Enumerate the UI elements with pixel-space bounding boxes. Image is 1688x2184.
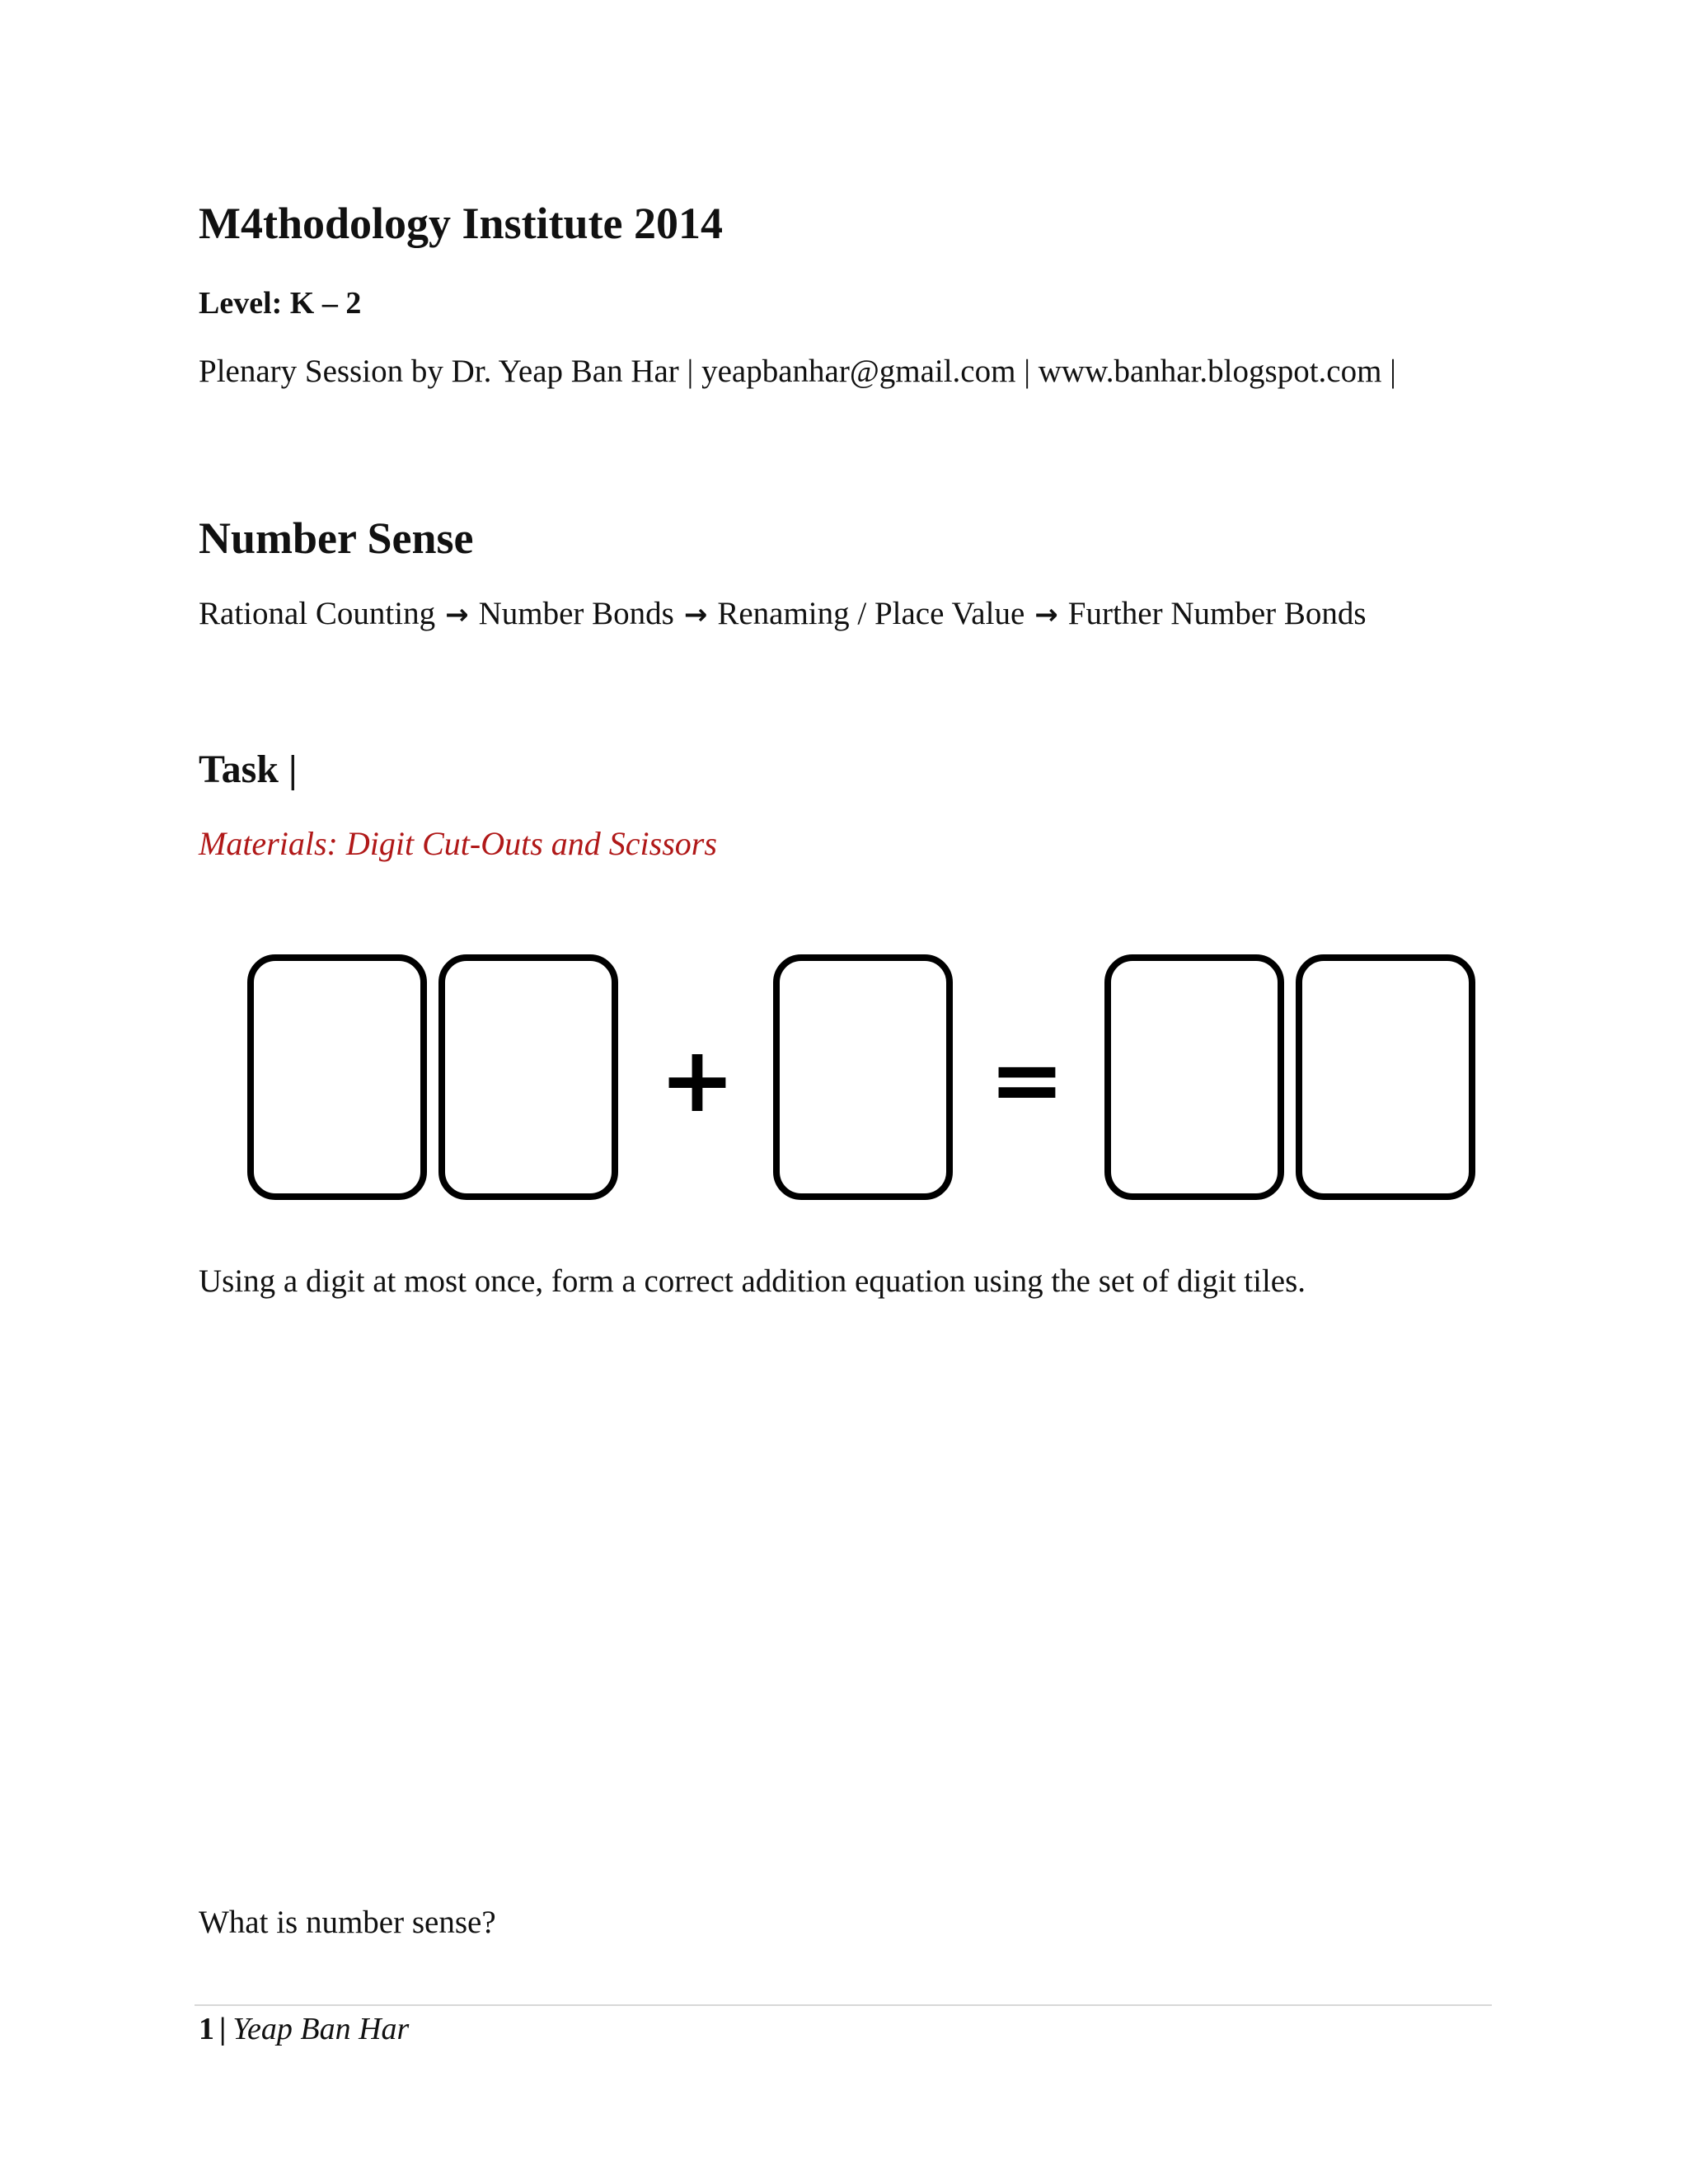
digit-tile-sum-tens[interactable] xyxy=(1108,958,1281,1197)
digit-tile-addend1-ones[interactable] xyxy=(442,958,615,1197)
arrow-right-icon: → xyxy=(1034,598,1058,631)
addition-equation-diagram xyxy=(239,948,1480,1203)
discussion-question: What is number sense? xyxy=(199,1905,496,1940)
progression-step: Renaming / Place Value xyxy=(717,596,1025,631)
equals-sign: = xyxy=(988,1027,1066,1132)
digit-tile-sum-ones[interactable] xyxy=(1299,958,1472,1197)
progression-step: Further Number Bonds xyxy=(1067,596,1367,631)
progression-step: Rational Counting xyxy=(199,596,436,631)
materials-note: Materials: Digit Cut-Outs and Scissors xyxy=(199,825,717,862)
page-footer xyxy=(199,2011,409,2047)
digit-tile-addend2-ones[interactable] xyxy=(776,958,950,1197)
task-heading: Task | xyxy=(199,748,298,791)
presenter-byline: Plenary Session by Dr. Yeap Ban Har | yeapbanhar@gmail.com | www.banhar.blogspot.com | xyxy=(199,354,1396,389)
arrow-right-icon: → xyxy=(445,598,469,631)
grade-level: Level: K – 2 xyxy=(199,286,362,321)
progression-step: Number Bonds xyxy=(478,596,674,631)
learning-progression xyxy=(199,595,1367,632)
page-number: 1 xyxy=(199,2012,214,2046)
footer-divider xyxy=(195,2004,1492,2006)
digit-tile-addend1-tens[interactable] xyxy=(251,958,424,1197)
arrow-right-icon: → xyxy=(683,598,708,631)
plus-sign: + xyxy=(659,1027,736,1132)
footer-separator: | xyxy=(219,2012,227,2046)
footer-author: Yeap Ban Har xyxy=(232,2012,410,2046)
task-instruction: Using a digit at most once, form a correct addition equation using the set of digit tiles. xyxy=(199,1263,1306,1299)
section-heading: Number Sense xyxy=(199,513,474,563)
document-title: M4thodology Institute 2014 xyxy=(199,199,724,248)
